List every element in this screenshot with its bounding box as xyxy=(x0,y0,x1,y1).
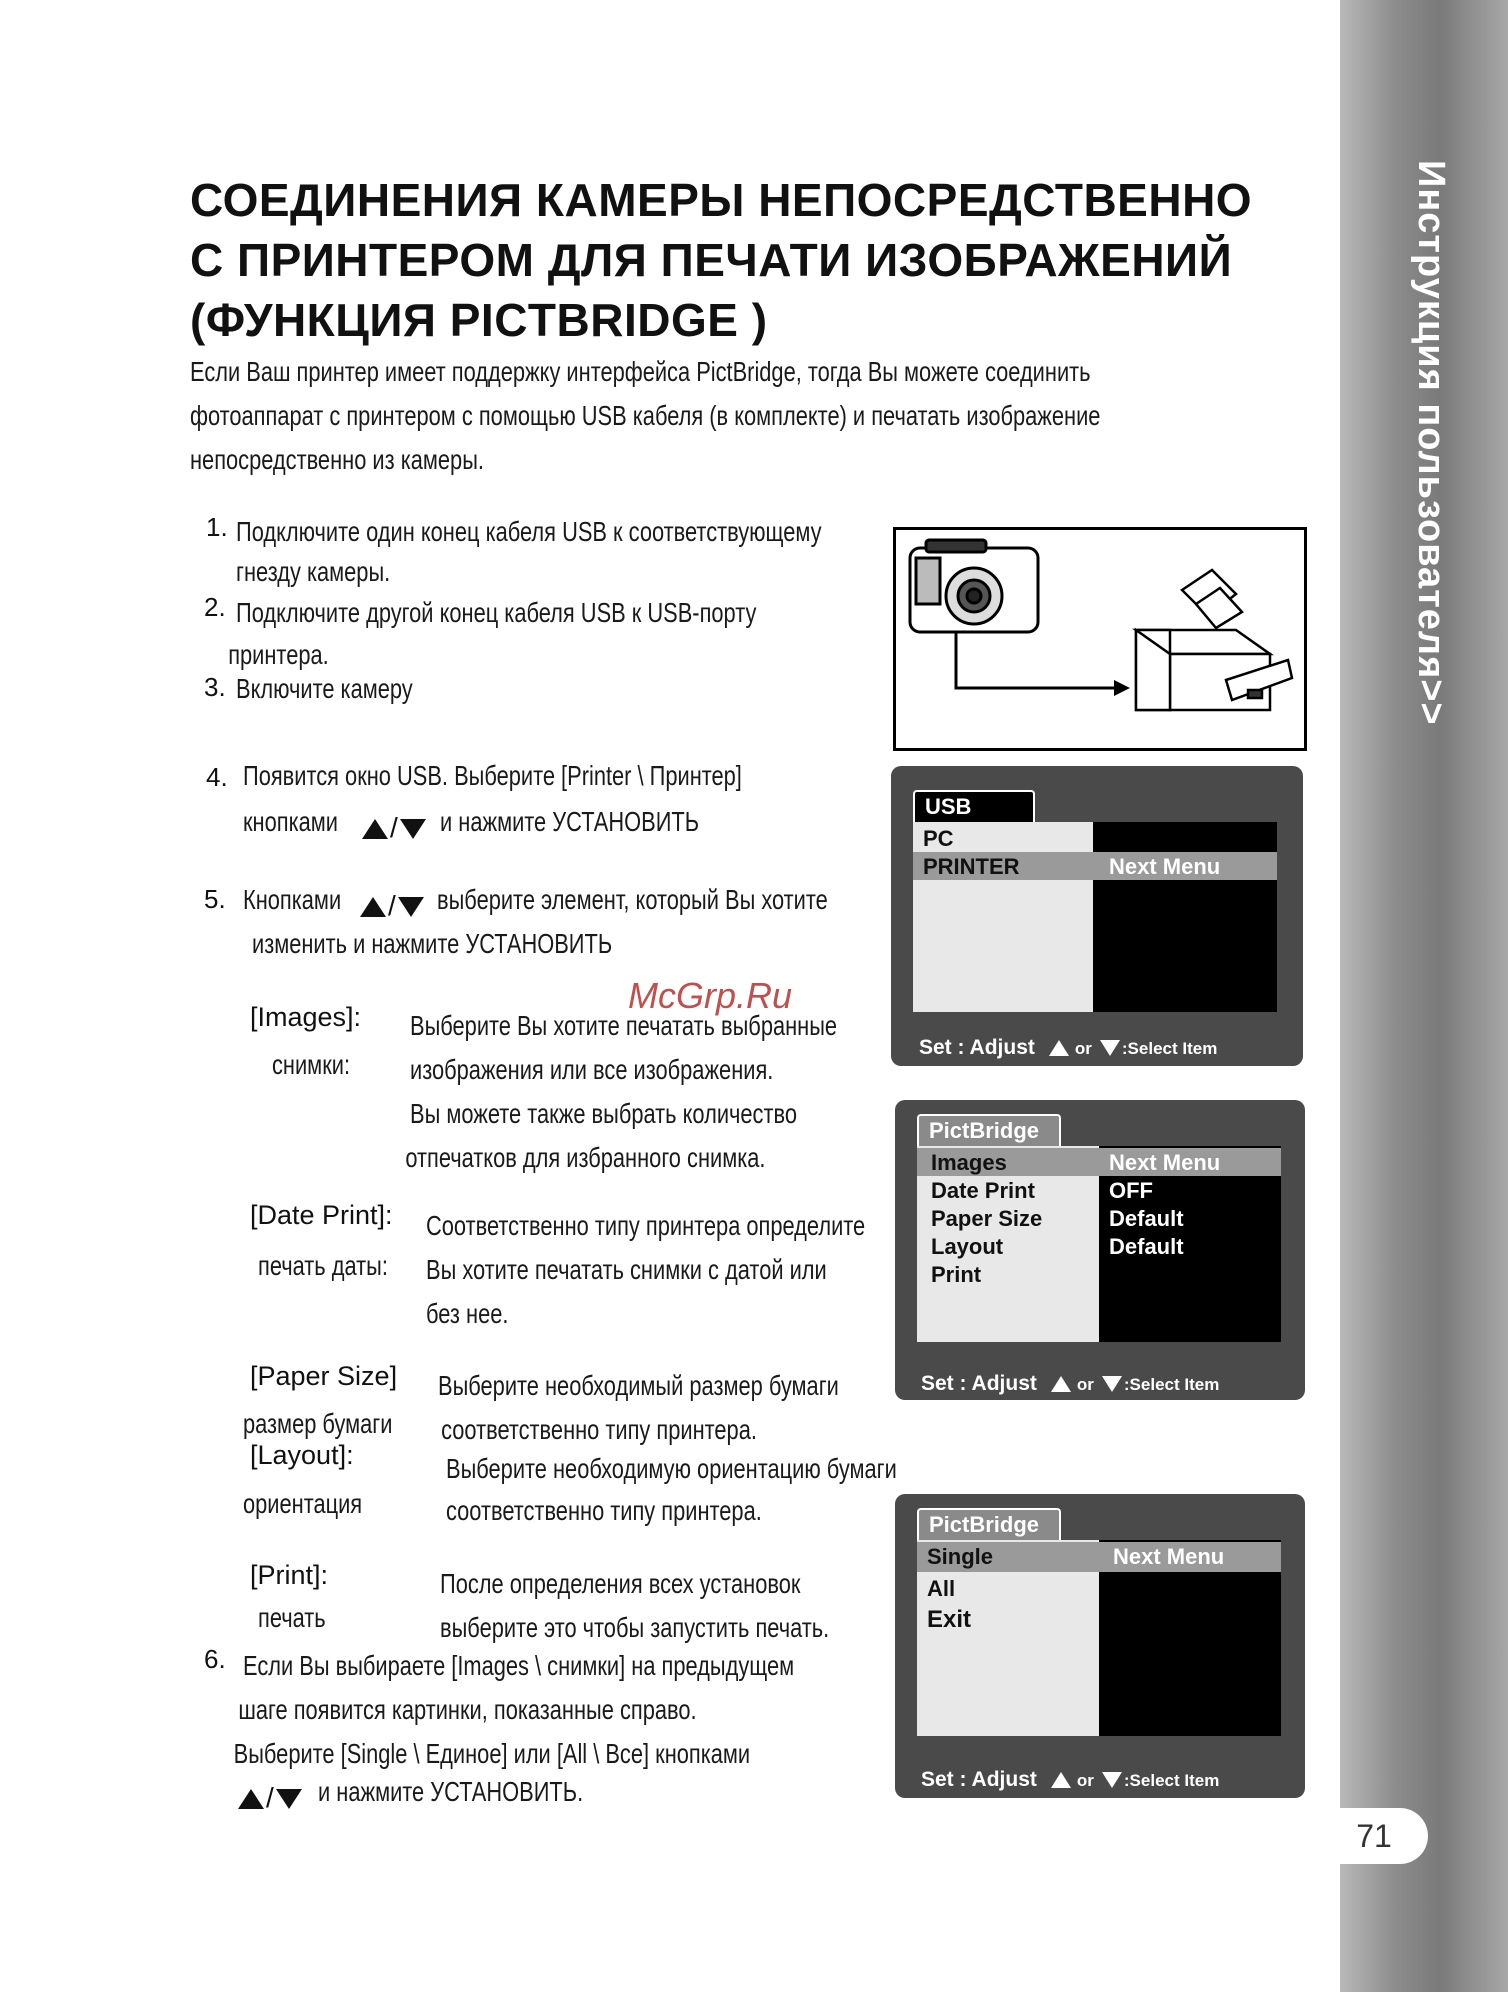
menu-item-pc: PC xyxy=(923,826,954,851)
value-layout: Default xyxy=(1109,1234,1184,1259)
menu-item-single: Single xyxy=(927,1544,994,1569)
option-print-sub: печать xyxy=(258,1602,326,1633)
option-paper-desc: Выберите необходимый размер бумаги соответственно типу принтера. xyxy=(438,1370,839,1445)
option-print-desc: После определения всех установок выберите это чтобы запустить печать. xyxy=(440,1568,830,1643)
up-down-symbol: / xyxy=(362,812,426,844)
option-date-desc: Соответственно типу принтера определите Вы хотите печатать снимки с датой или без нее. xyxy=(426,1210,866,1329)
watermark: McGrp.Ru xyxy=(628,975,793,1016)
pictbridge-tab: PictBridge xyxy=(917,1508,1061,1540)
page-title: СОЕДИНЕНИЯ КАМЕРЫ НЕПОСРЕДСТВЕННО С ПРИНТЕРОМ ДЛЯ ПЕЧАТИ ИЗОБРАЖЕНИЙ (ФУНКЦИЯ PICTBRIDGE ) xyxy=(190,174,1253,346)
sidebar-title: Инструкция пользователя>> xyxy=(1410,160,1452,726)
page-number: 71 xyxy=(1320,1808,1428,1864)
printer-icon xyxy=(1136,570,1292,710)
step-5-number: 5. xyxy=(204,884,226,914)
step-5-line1a: Кнопками xyxy=(243,884,342,915)
intro-paragraph: Если Ваш принтер имеет поддержку интерфейса PictBridge, тогда Вы можете соединить фотоаппарат с принтером с помощью USB кабеля (в комплекте) и печатать изображение непосредственно из камеры. xyxy=(190,356,1101,475)
step-3-text: Включите камеру xyxy=(236,673,413,704)
screen-footer: Set : Adjust or :Select Item xyxy=(919,1036,1218,1059)
menu-item-paper-size: Paper Size xyxy=(931,1206,1043,1231)
option-layout-sub: ориентация xyxy=(243,1488,363,1519)
camera-icon xyxy=(910,540,1038,632)
step-4-line2b: и нажмите УСТАНОВИТЬ xyxy=(440,806,700,837)
option-images-desc: Выберите Вы хотите печатать выбранные изображения или все изображения. Вы можете также выбрать количество отпечатков для избранного снимка. xyxy=(405,1010,838,1173)
next-menu: Next Menu xyxy=(1109,1150,1221,1175)
menu-item-date-print: Date Print xyxy=(931,1178,1035,1203)
screen-footer: Set : Adjust or :Select Item xyxy=(921,1768,1220,1791)
usb-tab: USB xyxy=(913,790,1035,822)
option-print-label: [Print]: xyxy=(250,1560,329,1590)
down-arrow-icon xyxy=(1102,1376,1122,1392)
step-3-number: 3. xyxy=(204,672,226,702)
option-date-label: [Date Print]: xyxy=(250,1200,393,1230)
option-images-sub: снимки: xyxy=(272,1049,351,1080)
connection-illustration xyxy=(893,527,1307,751)
up-arrow-icon xyxy=(1049,1040,1069,1056)
step-1-number: 1. xyxy=(206,512,228,542)
pictbridge-tab: PictBridge xyxy=(917,1114,1061,1146)
next-menu: Next Menu xyxy=(1113,1544,1225,1569)
menu-item-printer: PRINTER xyxy=(923,854,1020,879)
value-date-print: OFF xyxy=(1109,1178,1153,1203)
menu-item-layout: Layout xyxy=(931,1234,1004,1259)
down-arrow-icon xyxy=(1100,1040,1120,1056)
option-layout-label: [Layout]: xyxy=(250,1440,354,1470)
option-paper-label: [Paper Size] xyxy=(250,1361,398,1391)
camera-printer-diagram xyxy=(896,530,1304,748)
menu-item-all: All xyxy=(927,1576,956,1601)
step-4-number: 4. xyxy=(206,762,228,792)
pictbridge-screen xyxy=(895,1100,1305,1400)
up-down-symbol: / xyxy=(360,890,424,922)
down-arrow-icon xyxy=(1102,1772,1122,1788)
step-5-line2: изменить и нажмите УСТАНОВИТЬ xyxy=(252,928,613,959)
option-paper-sub: размер бумаги xyxy=(243,1408,393,1439)
option-layout-desc: Выберите необходимую ориентацию бумаги соответственно типу принтера. xyxy=(446,1453,897,1526)
menu-item-images: Images xyxy=(931,1150,1007,1175)
screen-footer: Set : Adjust or :Select Item xyxy=(921,1372,1220,1395)
option-images-label: [Images]: xyxy=(250,1002,362,1032)
menu-item-print: Print xyxy=(931,1262,982,1287)
step-6-number: 6. xyxy=(204,1644,226,1674)
step-2-text: Подключите другой конец кабеля USB к USB-порту принтера. xyxy=(228,597,757,670)
step-6-line4: и нажмите УСТАНОВИТЬ. xyxy=(318,1776,584,1807)
up-arrow-icon xyxy=(1051,1376,1071,1392)
up-arrow-icon xyxy=(1051,1772,1071,1788)
next-menu: Next Menu xyxy=(1109,854,1221,879)
step-5-line1b: выберите элемент, который Вы хотите xyxy=(437,884,828,915)
step-4-line2: кнопками xyxy=(243,806,338,837)
step-2-number: 2. xyxy=(204,592,226,622)
option-date-sub: печать даты: xyxy=(258,1250,388,1281)
up-down-symbol: / xyxy=(238,1782,302,1814)
step-6-text: Если Вы выбираете [Images \ снимки] на предыдущем шаге появится картинки, показанные справо. Выберите [Single \ Единое] или [All \ Все] кнопками xyxy=(233,1650,795,1769)
step-4-line1: Появится окно USB. Выберите [Printer \ Принтер] xyxy=(243,760,742,791)
pictbridge-single-screen xyxy=(895,1494,1305,1798)
menu-item-exit: Exit xyxy=(927,1606,972,1633)
usb-screen xyxy=(891,766,1303,1066)
step-1-text: Подключите один конец кабеля USB к соответствующему гнезду камеры. xyxy=(236,516,822,587)
value-paper-size: Default xyxy=(1109,1206,1184,1231)
